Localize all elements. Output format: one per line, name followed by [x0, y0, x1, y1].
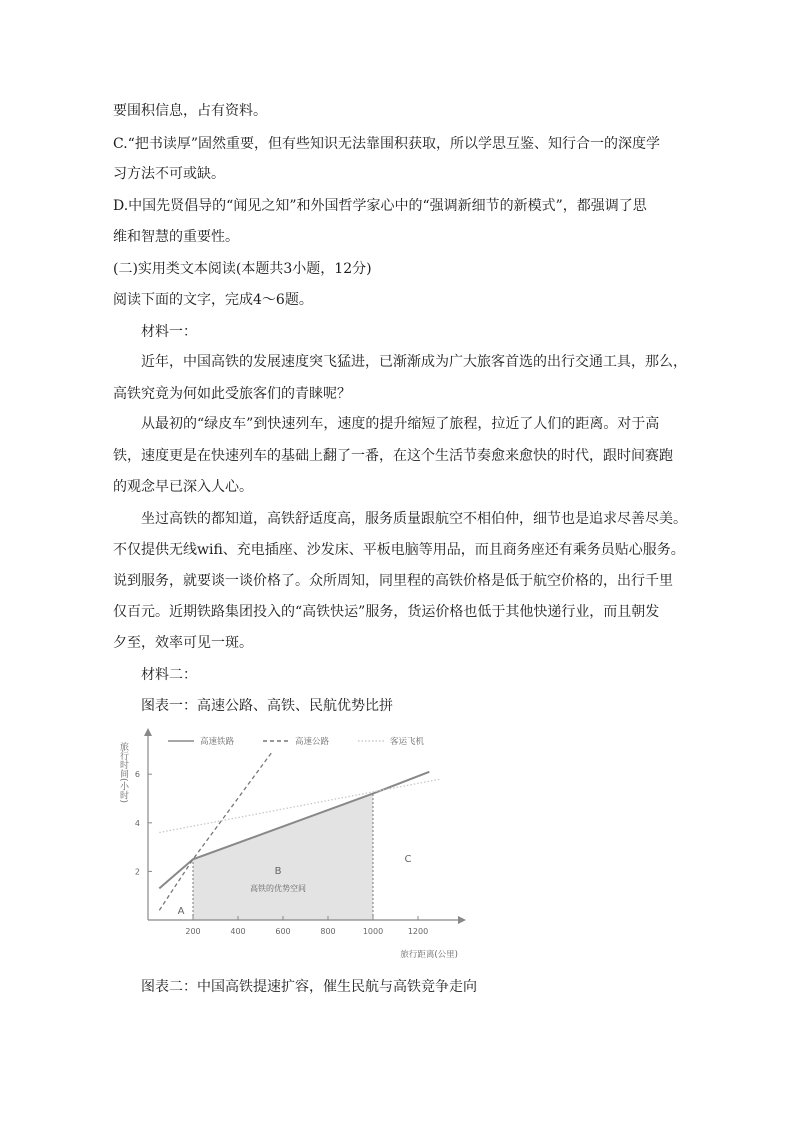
article-line: 从最初的“绿皮车”到快速列车，速度的提升缩短了旅程，拉近了人们的距离。对于高: [141, 416, 660, 432]
article-line: 说到服务，就要谈一谈价格了。众所周知，同里程的高铁价格是低于航空价格的，出行千里: [113, 573, 673, 589]
article-line: 高铁究竟为何如此受旅客们的青睐呢？: [113, 386, 351, 402]
material-one-label: 材料一：: [141, 324, 197, 340]
region-label: B: [274, 866, 282, 877]
x-tick-label: 1200: [407, 927, 429, 936]
region-label: A: [177, 906, 185, 917]
x-axis-label: 旅行距离(公里): [400, 950, 458, 960]
x-tick-label: 1000: [362, 927, 384, 936]
option-d-line-2: 维和智慧的重要性。: [113, 229, 239, 245]
x-tick-label: 200: [185, 927, 201, 936]
article-line: 的观念早已深入人心。: [113, 479, 253, 495]
legend-label: 客运飞机: [390, 737, 425, 747]
x-tick-label: 600: [275, 927, 291, 936]
option-c-line-2: 习方法不可或缺。: [113, 166, 225, 182]
article-line: 仅百元。近期铁路集团投入的“高铁快运”服务，货运价格也低于其他快递行业，而且朝发: [113, 604, 660, 620]
figure-one-caption: 图表一：高速公路、高铁、民航优势比拼: [141, 698, 393, 714]
y-tick-label: 4: [134, 818, 140, 828]
option-d-line-1: D.中国先贤倡导的“闻见之知”和外国哲学家心中的“强调新细节的新模式”，都强调了思: [113, 198, 647, 214]
advantage-space-label: 高铁的优势空间: [250, 884, 306, 893]
legend-label: 高速公路: [295, 737, 330, 747]
article-line: 铁，速度更是在快速列车的基础上翻了一番，在这个生活节奏愈来愈快的时代，跟时间赛跑: [113, 448, 673, 464]
x-tick-label: 400: [230, 927, 246, 936]
section-heading: (二)实用类文本阅读(本题共3小题，12分): [113, 261, 372, 277]
material-two-label: 材料二：: [141, 667, 197, 683]
figure-two-caption: 图表二：中国高铁提速扩容，催生民航与高铁竞争走向: [141, 979, 477, 995]
comparison-chart: [113, 722, 483, 967]
y-axis-arrow: [144, 728, 152, 736]
comparison-chart-svg: [113, 722, 483, 967]
article-line: 坐过高铁的都知道，高铁舒适度高，服务质量跟航空不相伯仲，细节也是追求尽善尽美。: [141, 511, 687, 527]
advantage-region: [193, 794, 373, 920]
article-line: 近年，中国高铁的发展速度突飞猛进，已渐渐成为广大旅客首选的出行交通工具，那么，: [141, 354, 687, 370]
x-axis-arrow: [458, 916, 466, 924]
paragraph-line: 要围积信息，占有资料。: [113, 103, 267, 119]
option-c-line-1: C.“把书读厚”固然重要，但有些知识无法靠围积获取，所以学思互鉴、知行合一的深度学: [113, 136, 660, 152]
x-tick-label: 800: [320, 927, 336, 936]
region-label: C: [404, 854, 412, 865]
instruction-line: 阅读下面的文字，完成4～6题。: [113, 292, 313, 308]
legend-label: 高速铁路: [200, 737, 235, 747]
y-tick-label: 6: [134, 770, 140, 780]
y-tick-label: 2: [134, 867, 140, 877]
y-axis-label: 旅行时间(小时): [118, 742, 128, 804]
article-line: 夕至，效率可见一斑。: [113, 635, 253, 651]
article-line: 不仅提供无线wifi、充电插座、沙发床、平板电脑等用品，而且商务座还有乘务员贴心服务。: [113, 542, 685, 558]
